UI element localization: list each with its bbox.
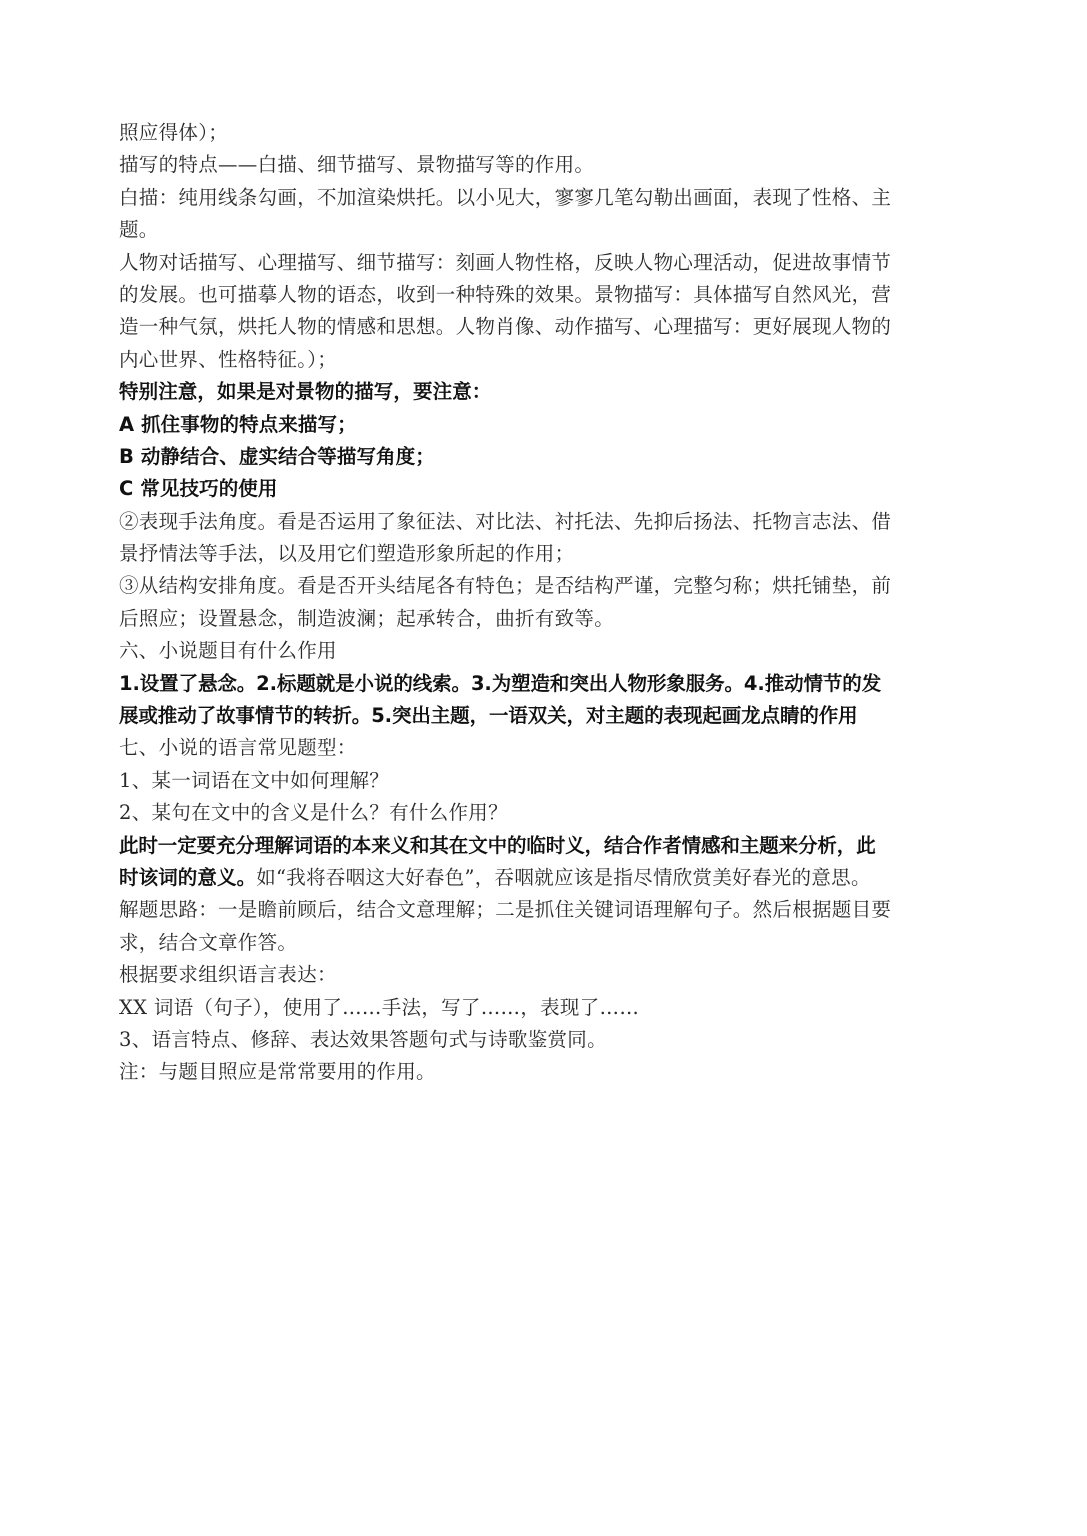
bold-note-item-b: [119, 441, 971, 473]
text-span: 内心世界、性格特征。）；: [119, 347, 338, 371]
text-line: [119, 765, 971, 797]
section-heading: [119, 635, 971, 667]
text-span: 描写的特点——白描、细节描写、景物描写等的作用。: [119, 153, 595, 177]
text-span: 七、小说的语言常见题型：: [119, 736, 357, 760]
text-line: [119, 117, 971, 149]
text-span: 展或推动了故事情节的转折。5.突出主题，一语双关，对主题的表现起画龙点睛的作用: [119, 704, 858, 728]
text-span: 如“我将吞咽这大好春色”，吞咽就应该是指尽情欣赏美好春光的意思。: [256, 865, 871, 889]
text-span: 根据要求组织语言表达：: [119, 963, 337, 987]
mixed-line: [119, 862, 971, 894]
text-span: 求，结合文章作答。: [119, 930, 298, 954]
text-span: 1.设置了悬念。2.标题就是小说的线索。3.为塑造和突出人物形象服务。4.推动情节的发: [119, 671, 882, 695]
text-span: 2、某句在文中的含义是什么？有什么作用？: [119, 801, 508, 825]
text-span: 照应得体）；: [119, 121, 229, 144]
text-line: [119, 149, 971, 181]
bold-span: 时该词的意义。: [119, 865, 257, 889]
text-span: B 动静结合、虚实结合等描写角度；: [119, 444, 435, 468]
text-line: [119, 797, 971, 829]
text-line: [119, 311, 971, 343]
text-line: [119, 214, 971, 246]
text-line: [119, 279, 971, 311]
text-line: [119, 603, 971, 635]
text-span: ③从结构安排角度。看是否开头结尾各有特色；是否结构严谨，完整匀称；烘托铺垫，前: [119, 574, 892, 598]
text-line: [119, 538, 971, 570]
document-page: [119, 117, 971, 1089]
text-span: 题。: [119, 218, 159, 242]
text-span: C 常见技巧的使用: [119, 477, 278, 501]
text-span: 六、小说题目有什么作用: [119, 639, 337, 663]
text-span: XX 词语（句子），使用了……手法，写了……，表现了……: [119, 995, 640, 1019]
text-line: [119, 959, 971, 991]
text-line: [119, 992, 971, 1024]
bold-note-item-a: [119, 409, 971, 441]
text-span: 1、某一词语在文中如何理解？: [119, 768, 390, 792]
text-line: [119, 927, 971, 959]
text-span: 注：与题目照应是常常要用的作用。: [119, 1060, 436, 1084]
bold-answer-line: [119, 668, 971, 700]
text-span: 后照应；设置悬念，制造波澜；起承转合，曲折有致等。: [119, 606, 615, 630]
text-line: [119, 570, 971, 602]
text-line: [119, 1056, 971, 1088]
text-line: [119, 506, 971, 538]
text-line: [119, 894, 971, 926]
text-span: 特别注意，如果是对景物的描写，要注意：: [119, 380, 492, 404]
text-span: 解题思路：一是瞻前顾后，结合文意理解；二是抓住关键词语理解句子。然后根据题目要: [119, 898, 892, 922]
text-line: [119, 344, 971, 376]
text-span: 造一种气氛，烘托人物的情感和思想。人物肖像、动作描写、心理描写：更好展现人物的: [119, 315, 892, 339]
text-span: ②表现手法角度。看是否运用了象征法、对比法、衬托法、先抑后扬法、托物言志法、借: [119, 509, 892, 533]
bold-note-item-c: [119, 473, 971, 505]
text-line: [119, 1024, 971, 1056]
text-span: 3、语言特点、修辞、表达效果答题句式与诗歌鉴赏同。: [119, 1027, 607, 1051]
text-line: [119, 247, 971, 279]
text-span: 白描：纯用线条勾画，不加渲染烘托。以小见大，寥寥几笔勾勒出画面，表现了性格、主: [119, 185, 892, 209]
section-heading: [119, 732, 971, 764]
text-span: 此时一定要充分理解词语的本来义和其在文中的临时义，结合作者情感和主题来分析，此: [119, 833, 876, 857]
bold-answer-line: [119, 830, 971, 862]
text-line: [119, 182, 971, 214]
text-span: 景抒情法等手法，以及用它们塑造形象所起的作用；: [119, 542, 575, 566]
text-span: 的发展。也可描摹人物的语态，收到一种特殊的效果。景物描写：具体描写自然风光，营: [119, 282, 892, 306]
text-span: 人物对话描写、心理描写、细节描写：刻画人物性格，反映人物心理活动，促进故事情节: [119, 250, 892, 274]
bold-note-heading: [119, 376, 971, 408]
bold-answer-line: [119, 700, 971, 732]
text-span: A 抓住事物的特点来描写；: [119, 412, 357, 436]
